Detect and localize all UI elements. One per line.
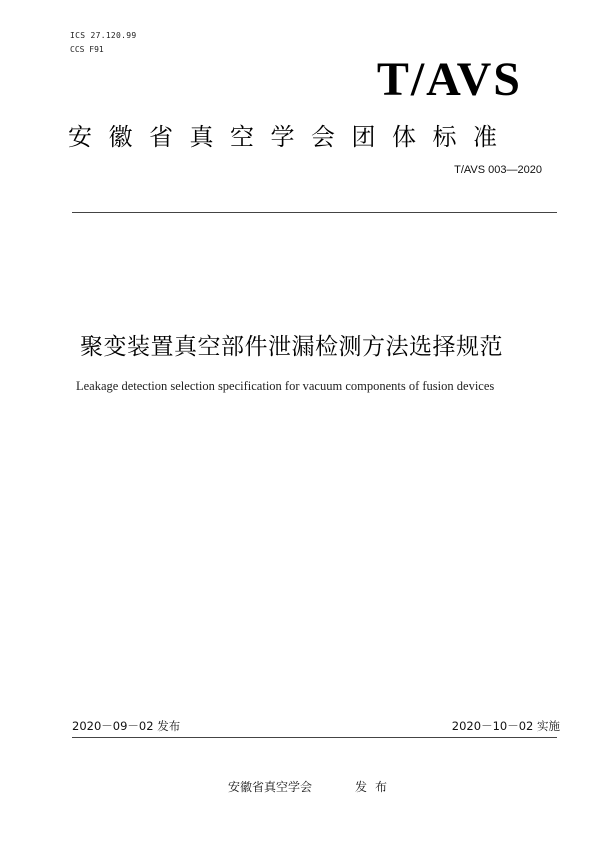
ics-code: ICS 27.120.99	[70, 31, 137, 40]
issuer-action: 发布	[355, 780, 396, 794]
document-title-chinese: 聚变装置真空部件泄漏检测方法选择规范	[80, 334, 503, 360]
implement-date: 2020－10－02 实施	[451, 719, 560, 733]
document-title-english: Leakage detection selection specification for vacuum components of fusion devices	[76, 379, 495, 393]
ccs-code: CCS F91	[70, 45, 104, 54]
header-divider	[72, 212, 557, 213]
organization-standard-title: 安徽省真空学会团体标准	[68, 123, 514, 151]
standard-number: T/AVS 003—2020	[454, 164, 542, 176]
issuer-name: 安徽省真空学会	[228, 780, 313, 794]
standard-logo: T/AVS	[376, 53, 522, 106]
footer-divider	[72, 737, 557, 738]
publish-date: 2020－09－02 发布	[72, 719, 181, 733]
